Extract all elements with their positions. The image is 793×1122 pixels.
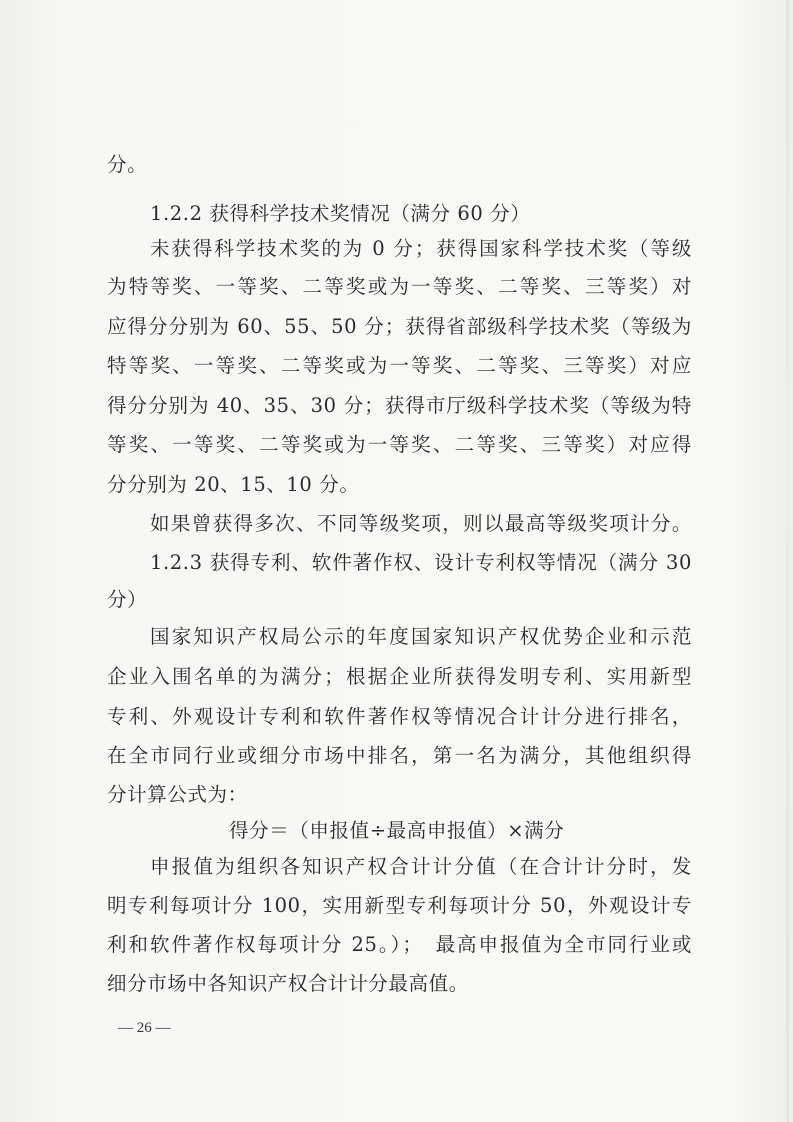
text-line: 等奖、一等奖、二等奖或为一等奖、二等奖、三等奖）对应得 (107, 433, 692, 456)
text-line: 明专利每项计分 100，实用新型专利每项计分 50，外观设计专 (107, 894, 692, 917)
text-line: 未获得科学技术奖的为 0 分；获得国家科学技术奖（等级 (150, 237, 692, 260)
text-line: 专利、外观设计专利和软件著作权等情况合计计分进行排名， (107, 705, 692, 728)
text-line: 应得分分别为 60、55、50 分；获得省部级科学技术奖（等级为 (107, 315, 692, 338)
text-line: 得分分别为 40、35、30 分；获得市厅级科学技术奖（等级为特 (107, 394, 692, 417)
text-line: 特等奖、一等奖、二等奖或为一等奖、二等奖、三等奖）对应 (107, 354, 692, 377)
score-formula: 得分＝（申报值÷最高申报值）×满分 (229, 819, 565, 842)
section-heading-1-2-3: 1.2.3 获得专利、软件著作权、设计专利权等情况（满分 30 (150, 551, 692, 574)
text-line: 分。 (107, 153, 148, 176)
text-line: 分计算公式为： (107, 783, 248, 806)
text-line: 申报值为组织各知识产权合计计分值（在合计计分时，发 (150, 855, 692, 878)
text-line: 为特等奖、一等奖、二等奖或为一等奖、二等奖、三等奖）对 (107, 275, 692, 298)
section-heading-1-2-2: 1.2.2 获得科学技术奖情况（满分 60 分） (150, 202, 531, 225)
text-line: 细分市场中各知识产权合计计分最高值。 (107, 972, 469, 995)
text-line: 在全市同行业或细分市场中排名，第一名为满分，其他组织得 (107, 744, 692, 767)
section-heading-1-2-3-cont: 分） (107, 588, 148, 611)
text-line: 国家知识产权局公示的年度国家知识产权优势企业和示范 (150, 625, 692, 648)
text-line: 如果曾获得多次、不同等级奖项，则以最高等级奖项计分。 (150, 512, 692, 535)
text-line: 企业入围名单的为满分；根据企业所获得发明专利、实用新型 (107, 665, 692, 688)
page-number: — 26 — (118, 1020, 171, 1036)
text-line: 分分别为 20、15、10 分。 (107, 473, 360, 496)
scan-edge-shadow (786, 0, 789, 1122)
text-line: 利和软件著作权每项计分 25。）； 最高申报值为全市同行业或 (107, 933, 692, 956)
